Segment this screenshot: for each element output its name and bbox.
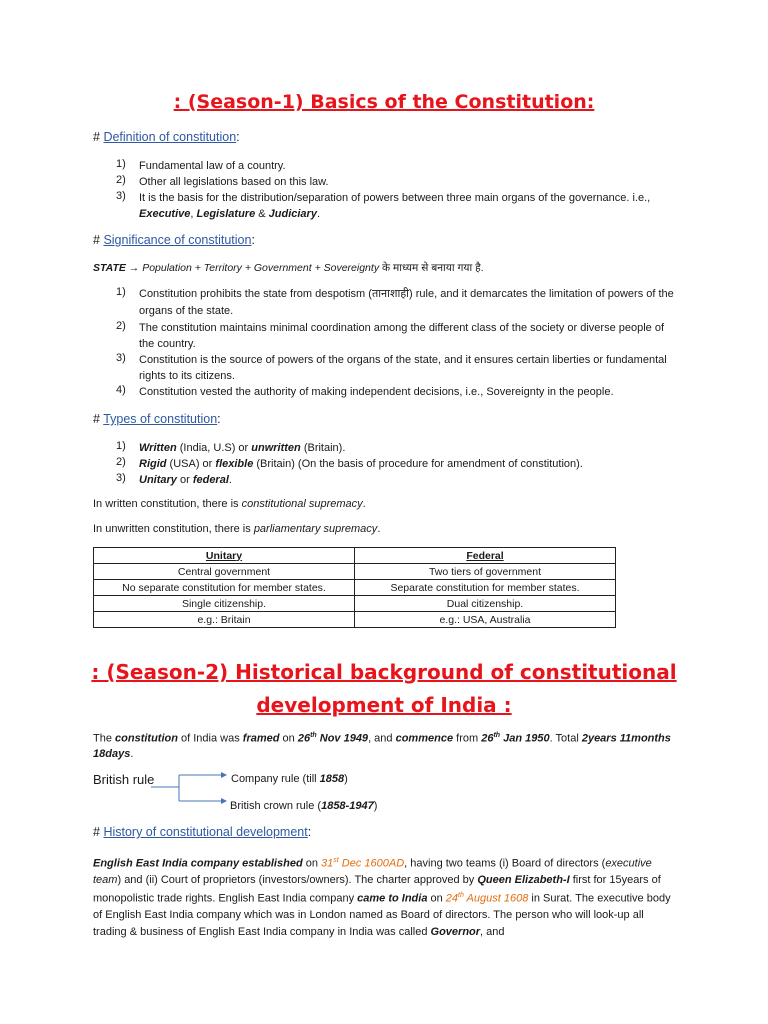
text-run: Governor (430, 925, 481, 938)
list-item (139, 174, 679, 190)
season1-title: : (Season-1) Basics of the Constitution: (173, 91, 595, 113)
british-rule-diagram (93, 768, 413, 818)
text-run: The (93, 732, 116, 745)
table-header-row (94, 548, 616, 564)
text-run: Other all legislations based on this law. (139, 176, 329, 188)
list-item (139, 352, 679, 384)
text-run: Executive (139, 208, 191, 220)
text-run: , (190, 208, 197, 220)
text-run: commence (395, 732, 454, 745)
text-run: federal (192, 474, 229, 486)
text-run: constitutional supremacy (241, 498, 363, 510)
season2-title-line1: : (Season-2) Historical background of constitutional (91, 660, 677, 684)
unwritten-para (93, 522, 678, 538)
intro-para (93, 728, 678, 763)
text-run: Dec 1600AD (338, 857, 405, 870)
text-run: August 1608 (463, 892, 529, 905)
text-run: , and (368, 732, 396, 745)
text-run: , and (480, 925, 505, 938)
text-run: th (310, 732, 317, 739)
text-run: Constitution prohibits the state from despotism (तानाशाही) rule, and it demarcates the limitation of powers of the organs of the state. (139, 288, 674, 317)
text-run: unwritten (251, 442, 301, 454)
text-run: Population + Territory + Government + Sovereignty (142, 262, 380, 274)
text-run: Written (139, 442, 177, 454)
text-run: Constitution is the source of powers of the organs of the state, and it ensures certain liberties or fundamental rights to its citizens. (139, 354, 667, 382)
table-cell: e.g.: Britain (94, 612, 355, 628)
crown-rule-label (230, 800, 377, 812)
text-run: (Britain). (300, 442, 346, 454)
table-cell: Two tiers of government (355, 564, 616, 580)
list-item (139, 472, 679, 488)
table-cell: Central government (94, 564, 355, 580)
season2-title-line2: development of India : (256, 693, 512, 717)
text-run: Legislature (196, 208, 256, 220)
text-run: (USA) or (166, 458, 216, 470)
text-run: on (302, 857, 322, 870)
text-run: framed (242, 732, 280, 745)
definition-link[interactable]: Definition of constitution (103, 130, 237, 144)
text-run: flexible (215, 458, 254, 470)
text-run: British crown rule ( (230, 800, 322, 812)
significance-heading: # Significance of constitution: (93, 233, 255, 247)
significance-link[interactable]: Significance of constitution (103, 233, 252, 247)
text-run: parliamentary supremacy (253, 523, 378, 535)
table-cell: No separate constitution for member states. (94, 580, 355, 596)
text-run: of India was (177, 732, 243, 745)
text-run: on (279, 732, 298, 745)
text-run: Constitution vested the authority of making independent decisions, i.e., Sovereignty in the people. (139, 386, 614, 398)
text-run: th (458, 892, 464, 900)
text-run: ) (373, 800, 378, 812)
text-run: & (255, 208, 269, 220)
table-cell: Separate constitution for member states. (355, 580, 616, 596)
list-item (139, 440, 679, 456)
text-run: constitution (115, 732, 178, 745)
text-run: In written constitution, there is (93, 498, 242, 510)
text-run: 26 (297, 732, 311, 745)
text-run: Nov 1949 (316, 732, 369, 745)
season2-title (0, 656, 768, 722)
state-line (93, 261, 678, 277)
text-run: Judiciary (268, 208, 317, 220)
text-run: Fundamental law of a country. (139, 160, 286, 172)
text-run: . (377, 523, 381, 535)
column-header: Federal (355, 548, 616, 564)
table-row (94, 612, 616, 628)
text-run: (Britain) (On the basis of procedure for amendment of constitution). (253, 458, 583, 470)
text-run: के माध्यम से बनाया गया है. (379, 262, 484, 274)
text-run: from (453, 732, 482, 745)
list-item (139, 286, 679, 320)
column-header: Unitary (94, 548, 355, 564)
text-run: . (130, 748, 134, 761)
table-row (94, 564, 616, 580)
written-para (93, 497, 678, 513)
types-heading: # Types of constitution: (93, 412, 221, 426)
text-run: . Total (549, 732, 582, 745)
table-cell: Single citizenship. (94, 596, 355, 612)
text-run: Unitary (139, 474, 177, 486)
text-run: ) (344, 773, 348, 785)
text-run: st (333, 857, 339, 864)
text-run: It is the basis for the distribution/separation of powers between three main organs of the governance. i.e., (139, 192, 651, 204)
text-run: 1858 (319, 773, 345, 785)
list-item (139, 190, 679, 222)
text-run: 24 (445, 892, 459, 905)
table-cell: e.g.: USA, Australia (355, 612, 616, 628)
text-run: on (427, 892, 446, 905)
text-run: in Surat. The executive body of English East India company which was in London named as Board of directors. The person who will look-up all trading & business of English East India company in India was called (93, 892, 671, 938)
list-item (139, 320, 679, 352)
text-run: (India, U.S) or (176, 442, 252, 454)
types-link[interactable]: Types of constitution (103, 412, 218, 426)
company-rule-label (231, 773, 348, 785)
text-run: Jan 1950 (500, 732, 550, 745)
list-item (139, 384, 679, 400)
text-run: . (362, 498, 366, 510)
text-run: 2years 11months 18days (93, 732, 671, 761)
text-run: Queen Elizabeth-I (477, 873, 570, 886)
list-item (139, 158, 679, 174)
text-run: The constitution maintains minimal coordination among the different class of the society or diverse people of the country. (139, 322, 665, 350)
text-run: came to India (357, 892, 428, 905)
text-run: English East India company established (93, 857, 303, 870)
history-heading: # History of constitutional development: (93, 825, 312, 839)
history-para (93, 853, 678, 940)
table-row (94, 580, 616, 596)
text-run: first for 15years of monopolistic trade rights. English East India company (93, 873, 661, 905)
text-run: 31 (321, 857, 334, 870)
british-rule-label: British rule (93, 772, 155, 787)
text-run: th (493, 732, 501, 739)
table-cell: Dual citizenship. (355, 596, 616, 612)
text-run: . (228, 474, 232, 486)
text-run: STATE → (93, 262, 143, 274)
text-run: 26 (481, 732, 494, 745)
text-run: ) and (ii) Court of proprietors (investors/owners). The charter approved by (117, 873, 478, 886)
definition-heading: # Definition of constitution: (93, 130, 240, 144)
text-run: Company rule (till (231, 773, 320, 785)
text-run: executive team (93, 857, 652, 886)
text-run: In unwritten constitution, there is (93, 523, 254, 535)
text-run: Rigid (139, 458, 167, 470)
table-row (94, 596, 616, 612)
history-link[interactable]: History of constitutional development (103, 825, 308, 839)
text-run: 1858-1947 (321, 800, 374, 812)
text-run: or (176, 474, 193, 486)
text-run: , having two teams (i) Board of directors ( (404, 857, 606, 870)
list-item (139, 456, 679, 472)
text-run: . (316, 208, 321, 220)
unitary-federal-table (93, 547, 616, 628)
